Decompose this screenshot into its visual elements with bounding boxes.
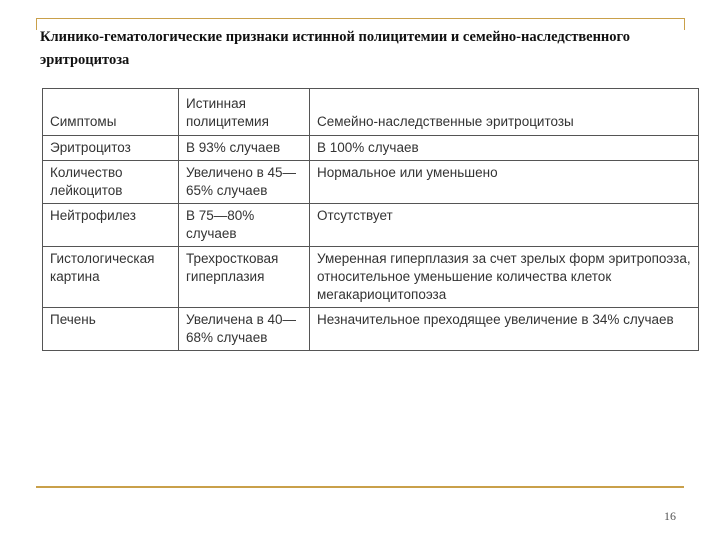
- table-cell: Количество лейкоцитов: [43, 161, 179, 204]
- table-cell: Нормальное или уменьшено: [310, 161, 699, 204]
- table-cell: Эритроцитоз: [43, 136, 179, 161]
- table-cell: Увеличено в 45—65% случаев: [179, 161, 310, 204]
- page-number: 16: [664, 509, 676, 523]
- table-row: [43, 308, 699, 351]
- table-cell: В 93% случаев: [179, 136, 310, 161]
- table-cell: В 75—80% случаев: [179, 204, 310, 247]
- table-header-row: [43, 89, 699, 136]
- table-cell: Печень: [43, 308, 179, 351]
- header-symptoms: Симптомы: [43, 89, 179, 136]
- table-cell: В 100% случаев: [310, 136, 699, 161]
- table-cell: Нейтрофилез: [43, 204, 179, 247]
- top-divider-line: [36, 18, 684, 19]
- table-row: [43, 136, 699, 161]
- table-row: [43, 161, 699, 204]
- top-right-corner-line: [684, 18, 685, 30]
- symptoms-comparison-table: [42, 88, 699, 351]
- bottom-divider-line: [36, 486, 684, 488]
- table-cell: Увеличена в 40—68% случаев: [179, 308, 310, 351]
- header-polycythemia-vera: Истинная полицитемия: [179, 89, 310, 136]
- table-cell: Отсутствует: [310, 204, 699, 247]
- table-cell: Умеренная гиперплазия за счет зрелых форм эритропоэза, относительное уменьшение количества клеток мегакариоцитопоэза: [310, 247, 699, 308]
- table-cell: Незначительное преходящее увеличение в 34% случаев: [310, 308, 699, 351]
- table-cell: Гистологическая картина: [43, 247, 179, 308]
- table-row: [43, 204, 699, 247]
- table-row: [43, 247, 699, 308]
- header-familial-erythrocytosis: Семейно-наследственные эритроцитозы: [310, 89, 699, 136]
- table-cell: Трехростковая гиперплазия: [179, 247, 310, 308]
- top-left-corner-line: [36, 18, 37, 30]
- slide-title: Клинико-гематологические признаки истинной полицитемии и семейно-наследственного эритроцитоза: [40, 29, 631, 68]
